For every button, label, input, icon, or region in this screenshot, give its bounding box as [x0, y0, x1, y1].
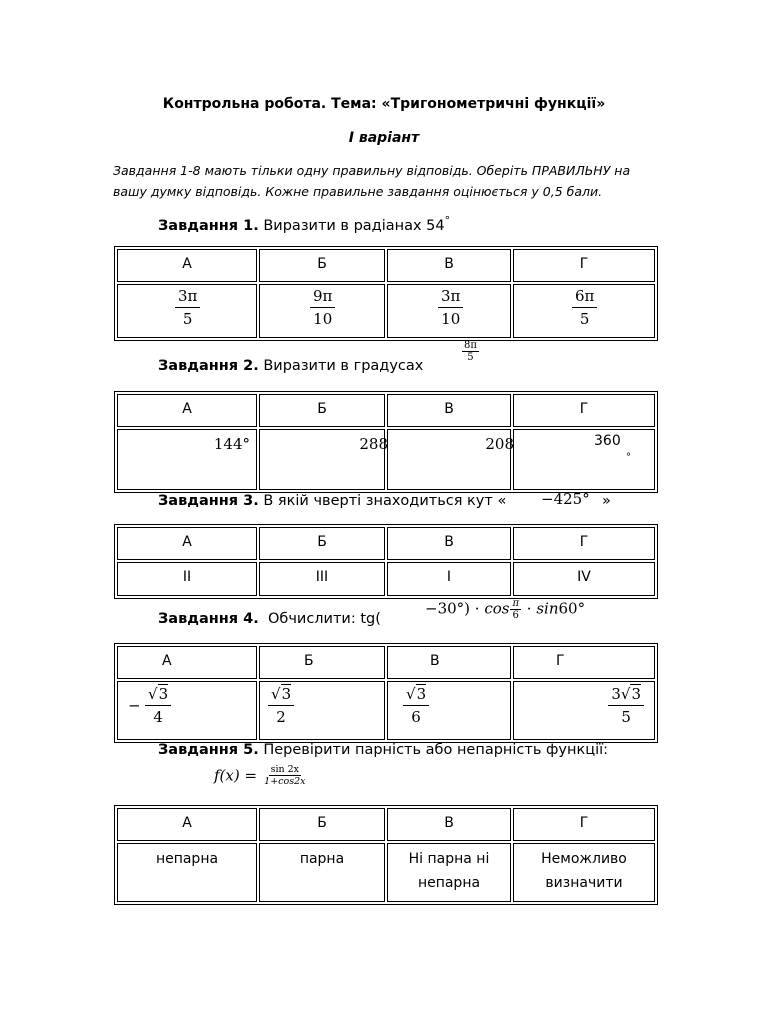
task-4-answer-b[interactable]: $\frac{√3}{2}$ [259, 681, 385, 740]
task-3-answer-g[interactable]: IV [513, 562, 655, 596]
task-2-answer-b[interactable]: 288 [259, 429, 385, 490]
task-1-answer-v[interactable]: $\frac{3\pi}{10}$ [387, 284, 511, 338]
option-a-header: А [117, 249, 257, 282]
task-3-answer-table [114, 524, 658, 599]
task-4-expression: −30°) · cos $\frac{\pi}{6}$ · sin60° [425, 598, 586, 621]
task-1-answer-b[interactable]: $\frac{9\pi}{10}$ [259, 284, 385, 338]
task-3-answer-b[interactable]: III [259, 562, 385, 596]
document-title: Контрольна робота. Тема: «Тригонометричні функції» [162, 96, 606, 112]
task-3-close-quote: » [602, 493, 611, 509]
option-g-header: Г [513, 249, 655, 282]
task-5-heading [158, 742, 608, 758]
task-4-answer-row [117, 681, 655, 740]
option-a-header: А [117, 808, 257, 841]
instructions-line-2: вашу думку відповідь. Кожне правильне завдання оцінюється у 0,5 бали. [113, 184, 603, 199]
option-v-header: В [387, 394, 511, 427]
option-b-header: Б [259, 249, 385, 282]
task-1-heading [158, 214, 450, 234]
task-2-answer-g[interactable]: 360 ° [513, 429, 655, 490]
task-5-function: f(x) = $\frac{\sin 2x}{1+\cos 2x}$ [214, 764, 306, 787]
task-2-heading [158, 358, 423, 374]
option-a-header: А [117, 646, 257, 679]
task-3-answer-a[interactable]: II [117, 562, 257, 596]
task-4-answer-v[interactable]: $\frac{√3}{6}$ [387, 681, 511, 740]
option-b-header: Б [259, 808, 385, 841]
option-b-header: Б [259, 646, 385, 679]
task-4-heading [158, 611, 381, 627]
task-2-label: Завдання 2. [158, 358, 259, 374]
option-g-header: Г [513, 527, 655, 560]
option-b-header: Б [259, 394, 385, 427]
task-3-angle: −425° [541, 490, 590, 508]
task-1-label: Завдання 1. [158, 217, 259, 234]
task-1-degree: ° [444, 214, 451, 227]
instructions-line-1: Завдання 1-8 мають тільки одну правильну відповідь. Оберіть ПРАВИЛЬНУ на [113, 163, 631, 178]
option-v-header: В [387, 249, 511, 282]
task-2-answer-v[interactable]: 208 [387, 429, 511, 490]
task-1-answer-a[interactable]: $\frac{3\pi}{5}$ [117, 284, 257, 338]
task-4-answer-table [114, 643, 658, 743]
task-3-text: В якій чверті знаходиться кут « [263, 493, 507, 509]
task-3-header-row [117, 527, 655, 560]
task-4-header-row [117, 646, 655, 679]
task-4-answer-a[interactable]: − $\frac{√3}{4}$ [117, 681, 257, 740]
option-g-header: Г [513, 394, 655, 427]
task-5-label: Завдання 5. [158, 742, 259, 758]
task-1-answer-table [114, 246, 658, 341]
task-1-answer-row [117, 284, 655, 338]
task-3-answer-row [117, 562, 655, 596]
task-5-answer-b[interactable]: парна [259, 843, 385, 902]
task-3-heading [158, 493, 506, 509]
task-2-answer-table [114, 391, 658, 493]
task-1-answer-g[interactable]: $\frac{6\pi}{5}$ [513, 284, 655, 338]
task-5-answer-table [114, 805, 658, 905]
task-5-answer-row [117, 843, 655, 902]
task-4-label: Завдання 4. [158, 611, 259, 627]
option-a-header: А [117, 394, 257, 427]
task-2-answer-row [117, 429, 655, 490]
task-5-text: Перевірити парність або непарність функції: [263, 742, 609, 758]
option-g-header: Г [513, 808, 655, 841]
task-2-expression: $\frac{8\pi}{5}$ [464, 340, 477, 363]
task-1-header-row [117, 249, 655, 282]
task-5-header-row [117, 808, 655, 841]
task-3-answer-v[interactable]: I [387, 562, 511, 596]
task-1-text: Виразити в радіанах 54 [263, 217, 445, 234]
task-5-answer-v[interactable]: Ні парна ні непарна [387, 843, 511, 902]
task-2-text: Виразити в градусах [263, 358, 424, 374]
task-5-answer-a[interactable]: непарна [117, 843, 257, 902]
option-v-header: В [387, 808, 511, 841]
task-5-answer-g[interactable]: Неможливо визначити [513, 843, 655, 902]
task-3-label: Завдання 3. [158, 493, 259, 509]
task-2-answer-a[interactable]: 144° [117, 429, 257, 490]
option-b-header: Б [259, 527, 385, 560]
option-v-header: В [387, 527, 511, 560]
option-g-header: Г [513, 646, 655, 679]
task-4-answer-g[interactable]: $\frac{3√3}{5}$ [513, 681, 655, 740]
variant-title: І варіант [348, 130, 420, 146]
task-2-header-row [117, 394, 655, 427]
option-a-header: А [117, 527, 257, 560]
option-v-header: В [387, 646, 511, 679]
task-4-text: Обчислити: tg( [267, 611, 381, 627]
